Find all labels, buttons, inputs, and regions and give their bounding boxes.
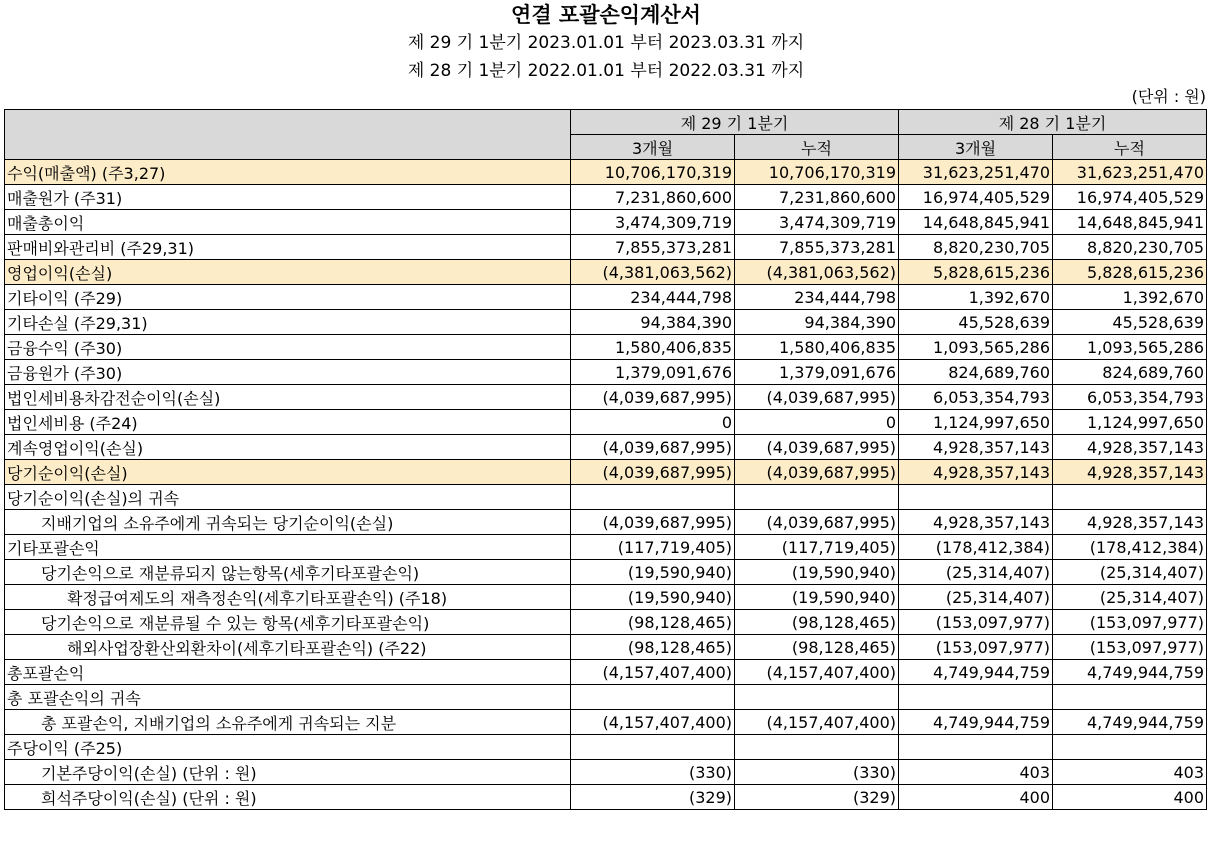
- row-label: 매출총이익: [5, 210, 571, 235]
- table-row: [5, 410, 1207, 435]
- row-label: 기타이익 (주29): [5, 285, 571, 310]
- statement-title: 연결 포괄손익계산서: [511, 3, 701, 27]
- value-current-3m: 94,384,390: [571, 310, 735, 335]
- value-current-cum: (4,381,063,562): [735, 260, 899, 285]
- value-prior-3m: [899, 735, 1053, 760]
- table-row: [5, 210, 1207, 235]
- value-current-3m: 0: [571, 410, 735, 435]
- row-label: 주당이익 (주25): [5, 735, 571, 760]
- value-current-3m: [571, 735, 735, 760]
- row-label: 판매비와관리비 (주29,31): [5, 235, 571, 260]
- value-current-cum: (98,128,465): [735, 610, 899, 635]
- value-prior-cum: 1,392,670: [1053, 285, 1207, 310]
- row-label: 당기손익으로 재분류될 수 있는 항목(세후기타포괄손익): [5, 610, 571, 635]
- value-prior-cum: 5,828,615,236: [1053, 260, 1207, 285]
- table-row: [5, 635, 1207, 660]
- table-row: [5, 285, 1207, 310]
- table-row: [5, 435, 1207, 460]
- value-prior-3m: (25,314,407): [899, 560, 1053, 585]
- value-prior-3m: 4,928,357,143: [899, 510, 1053, 535]
- value-prior-cum: 403: [1053, 760, 1207, 785]
- row-label: 금융원가 (주30): [5, 360, 571, 385]
- table-row: [5, 735, 1207, 760]
- period-current: 제 29 기 1분기 2023.01.01 부터 2023.03.31 까지: [407, 33, 805, 53]
- header-row-groups: [5, 110, 1207, 135]
- value-current-3m: (4,039,687,995): [571, 435, 735, 460]
- header-group-prior: 제 28 기 1분기: [899, 110, 1207, 135]
- value-current-cum: 7,855,373,281: [735, 235, 899, 260]
- value-current-3m: 234,444,798: [571, 285, 735, 310]
- table-row: [5, 610, 1207, 635]
- value-prior-3m: 824,689,760: [899, 360, 1053, 385]
- row-label: 총 포괄손익, 지배기업의 소유주에게 귀속되는 지분: [5, 710, 571, 735]
- row-label: 당기순이익(손실)의 귀속: [5, 485, 571, 510]
- value-prior-cum: 4,749,944,759: [1053, 710, 1207, 735]
- row-label: 영업이익(손실): [5, 260, 571, 285]
- header-prior-3m: 3개월: [899, 135, 1053, 160]
- table-row: [5, 560, 1207, 585]
- value-prior-cum: 14,648,845,941: [1053, 210, 1207, 235]
- table-row: [5, 310, 1207, 335]
- value-prior-cum: (25,314,407): [1053, 585, 1207, 610]
- value-current-3m: (4,381,063,562): [571, 260, 735, 285]
- value-prior-cum: 1,124,997,650: [1053, 410, 1207, 435]
- row-label: 총포괄손익: [5, 660, 571, 685]
- statement-body: [5, 160, 1207, 810]
- value-prior-3m: 5,828,615,236: [899, 260, 1053, 285]
- value-prior-3m: 4,749,944,759: [899, 660, 1053, 685]
- value-prior-cum: (25,314,407): [1053, 560, 1207, 585]
- row-label: 법인세비용 (주24): [5, 410, 571, 435]
- value-prior-cum: 6,053,354,793: [1053, 385, 1207, 410]
- value-prior-3m: 1,093,565,286: [899, 335, 1053, 360]
- income-statement-table: [4, 109, 1207, 810]
- value-current-3m: 7,855,373,281: [571, 235, 735, 260]
- value-current-3m: 10,706,170,319: [571, 160, 735, 185]
- row-label: 희석주당이익(손실) (단위 : 원): [5, 785, 571, 810]
- value-prior-cum: (178,412,384): [1053, 535, 1207, 560]
- value-prior-cum: [1053, 485, 1207, 510]
- value-current-3m: (98,128,465): [571, 610, 735, 635]
- value-prior-3m: 403: [899, 760, 1053, 785]
- value-current-3m: [571, 685, 735, 710]
- value-current-3m: 7,231,860,600: [571, 185, 735, 210]
- row-label: 지배기업의 소유주에게 귀속되는 당기순이익(손실): [5, 510, 571, 535]
- table-row: [5, 510, 1207, 535]
- value-current-cum: 10,706,170,319: [735, 160, 899, 185]
- value-prior-3m: (153,097,977): [899, 635, 1053, 660]
- value-prior-3m: 45,528,639: [899, 310, 1053, 335]
- value-prior-3m: (25,314,407): [899, 585, 1053, 610]
- value-current-cum: 7,231,860,600: [735, 185, 899, 210]
- value-current-3m: (4,039,687,995): [571, 460, 735, 485]
- value-prior-3m: 31,623,251,470: [899, 160, 1053, 185]
- value-current-3m: [571, 485, 735, 510]
- value-current-cum: (4,157,407,400): [735, 710, 899, 735]
- table-row: [5, 385, 1207, 410]
- table-row: [5, 335, 1207, 360]
- value-current-cum: (330): [735, 760, 899, 785]
- value-current-3m: (4,157,407,400): [571, 660, 735, 685]
- value-current-cum: 1,379,091,676: [735, 360, 899, 385]
- value-prior-3m: 1,392,670: [899, 285, 1053, 310]
- value-current-cum: [735, 735, 899, 760]
- row-label: 수익(매출액) (주3,27): [5, 160, 571, 185]
- header-prior-cum: 누적: [1053, 135, 1207, 160]
- value-current-3m: 1,580,406,835: [571, 335, 735, 360]
- unit-label: (단위 : 원): [1131, 87, 1206, 106]
- value-prior-3m: 14,648,845,941: [899, 210, 1053, 235]
- value-prior-3m: [899, 485, 1053, 510]
- value-prior-cum: (153,097,977): [1053, 610, 1207, 635]
- value-current-cum: 0: [735, 410, 899, 435]
- row-label: 해외사업장환산외환차이(세후기타포괄손익) (주22): [5, 635, 571, 660]
- value-prior-3m: 16,974,405,529: [899, 185, 1053, 210]
- value-prior-cum: 4,928,357,143: [1053, 510, 1207, 535]
- row-label: 기타손실 (주29,31): [5, 310, 571, 335]
- table-row: [5, 235, 1207, 260]
- value-prior-3m: (153,097,977): [899, 610, 1053, 635]
- value-current-3m: (117,719,405): [571, 535, 735, 560]
- value-prior-3m: 400: [899, 785, 1053, 810]
- period-prior: 제 28 기 1분기 2022.01.01 부터 2022.03.31 까지: [407, 61, 805, 81]
- value-prior-cum: 4,749,944,759: [1053, 660, 1207, 685]
- table-row: [5, 585, 1207, 610]
- row-label: 총 포괄손익의 귀속: [5, 685, 571, 710]
- value-current-cum: 1,580,406,835: [735, 335, 899, 360]
- value-prior-cum: 45,528,639: [1053, 310, 1207, 335]
- value-prior-3m: 8,820,230,705: [899, 235, 1053, 260]
- row-label: 확정급여제도의 재측정손익(세후기타포괄손익) (주18): [5, 585, 571, 610]
- table-row: [5, 685, 1207, 710]
- value-prior-cum: 4,928,357,143: [1053, 460, 1207, 485]
- value-prior-3m: 4,928,357,143: [899, 435, 1053, 460]
- row-label: 매출원가 (주31): [5, 185, 571, 210]
- value-current-cum: [735, 685, 899, 710]
- table-row: [5, 660, 1207, 685]
- value-prior-cum: [1053, 735, 1207, 760]
- value-prior-cum: (153,097,977): [1053, 635, 1207, 660]
- value-current-cum: (4,157,407,400): [735, 660, 899, 685]
- value-prior-3m: [899, 685, 1053, 710]
- value-prior-3m: 4,749,944,759: [899, 710, 1053, 735]
- row-label: 계속영업이익(손실): [5, 435, 571, 460]
- header-group-current: 제 29 기 1분기: [571, 110, 899, 135]
- value-prior-3m: (178,412,384): [899, 535, 1053, 560]
- value-current-3m: (98,128,465): [571, 635, 735, 660]
- value-current-cum: (4,039,687,995): [735, 460, 899, 485]
- value-prior-cum: 4,928,357,143: [1053, 435, 1207, 460]
- table-row: [5, 160, 1207, 185]
- row-label: 기타포괄손익: [5, 535, 571, 560]
- value-current-cum: (4,039,687,995): [735, 510, 899, 535]
- value-current-3m: 3,474,309,719: [571, 210, 735, 235]
- table-row: [5, 460, 1207, 485]
- value-prior-3m: 1,124,997,650: [899, 410, 1053, 435]
- value-prior-cum: 1,093,565,286: [1053, 335, 1207, 360]
- row-label: 당기순이익(손실): [5, 460, 571, 485]
- table-row: [5, 485, 1207, 510]
- table-row: [5, 785, 1207, 810]
- value-current-cum: (117,719,405): [735, 535, 899, 560]
- value-prior-cum: 8,820,230,705: [1053, 235, 1207, 260]
- value-current-cum: 234,444,798: [735, 285, 899, 310]
- value-prior-cum: 824,689,760: [1053, 360, 1207, 385]
- table-row: [5, 535, 1207, 560]
- table-row: [5, 760, 1207, 785]
- value-current-3m: (19,590,940): [571, 560, 735, 585]
- header-current-3m: 3개월: [571, 135, 735, 160]
- value-prior-cum: [1053, 685, 1207, 710]
- value-current-cum: (4,039,687,995): [735, 385, 899, 410]
- value-prior-cum: 16,974,405,529: [1053, 185, 1207, 210]
- value-current-cum: 3,474,309,719: [735, 210, 899, 235]
- header-current-cum: 누적: [735, 135, 899, 160]
- value-current-cum: [735, 485, 899, 510]
- value-prior-3m: 6,053,354,793: [899, 385, 1053, 410]
- value-current-3m: (4,039,687,995): [571, 510, 735, 535]
- value-current-3m: (4,157,407,400): [571, 710, 735, 735]
- table-row: [5, 260, 1207, 285]
- value-prior-cum: 400: [1053, 785, 1207, 810]
- row-label: 당기손익으로 재분류되지 않는항목(세후기타포괄손익): [5, 560, 571, 585]
- value-prior-3m: 4,928,357,143: [899, 460, 1053, 485]
- table-row: [5, 185, 1207, 210]
- value-current-cum: (98,128,465): [735, 635, 899, 660]
- value-current-3m: (329): [571, 785, 735, 810]
- value-current-cum: 94,384,390: [735, 310, 899, 335]
- value-current-3m: (19,590,940): [571, 585, 735, 610]
- row-label: 금융수익 (주30): [5, 335, 571, 360]
- value-current-3m: 1,379,091,676: [571, 360, 735, 385]
- value-current-cum: (329): [735, 785, 899, 810]
- value-current-cum: (4,039,687,995): [735, 435, 899, 460]
- header-account-cell: [5, 110, 571, 160]
- value-current-cum: (19,590,940): [735, 585, 899, 610]
- table-row: [5, 360, 1207, 385]
- row-label: 기본주당이익(손실) (단위 : 원): [5, 760, 571, 785]
- value-current-3m: (4,039,687,995): [571, 385, 735, 410]
- document-header: [0, 0, 1212, 85]
- value-current-cum: (19,590,940): [735, 560, 899, 585]
- value-prior-cum: 31,623,251,470: [1053, 160, 1207, 185]
- table-row: [5, 710, 1207, 735]
- value-current-3m: (330): [571, 760, 735, 785]
- row-label: 법인세비용차감전순이익(손실): [5, 385, 571, 410]
